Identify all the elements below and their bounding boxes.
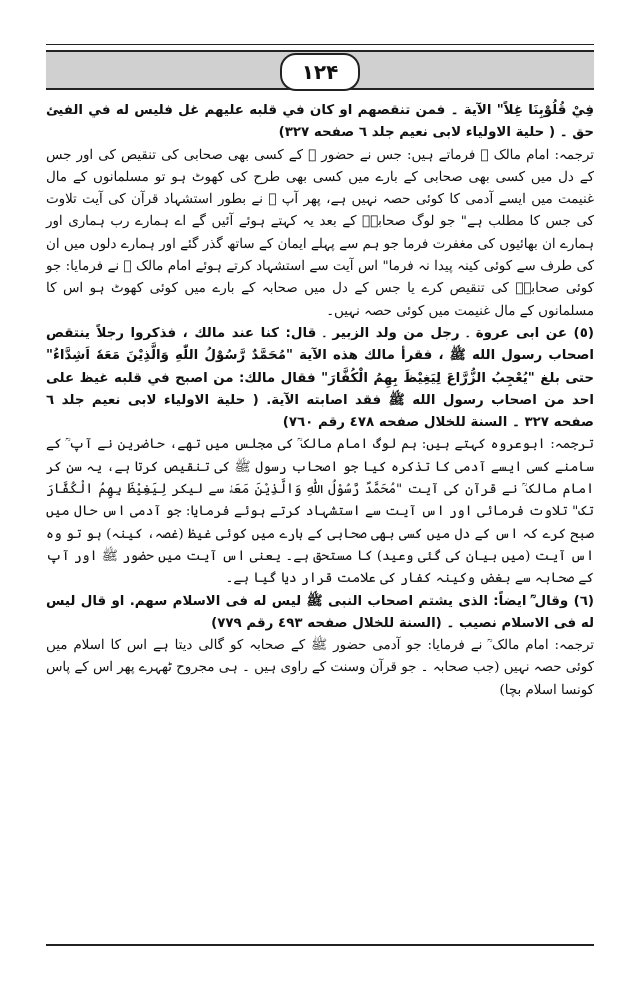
arabic-narration-5: (٥) عن ابی عروة ۔ رجل من ولد الزبير ۔ قال: كنا عند مالك ، فذكروا رجلاً ينتقص اصحاب رسول الله ﷺ ، فقرأ مالك هذه الآية "مُحَمَّدٌ رَّسُوْلُ اللّٰهِ وَالَّذِيْنَ مَعَهٗ اَشِدَّاءُ" حتى بلغ "يُعْجِبُ الزُّرَّاعَ لِيَغِيْظَ بِهِمُ الْكُفَّارَ" فقال مالك: من اصبح في قلبه غيظ على احد من اصحاب رسول الله ﷺ فقد اصابته الآية. ( حلية الاولياء لابی نعیم جلد ٦ صفحه ٣٢٧ ۔ السنة للخلال صفحه ٤٧٨ رقم ٧٦٠) — [46, 325, 594, 431]
footer-rule — [46, 944, 594, 946]
header-top-rule — [46, 44, 594, 45]
arabic-quote-1: فِيْ قُلُوْبِنَا غِلاً" الآية ۔ فمن تنقصهم او كان في قلبه عليهم غل فليس له في الفيئ حق ۔ ( حلية الاولياء لابی نعیم جلد ٦ صفحه ٣٢٧) — [46, 103, 594, 141]
urdu-translation-6: ترجمہ: امام مالک ؒ نے فرمایا: جو آدمی حضور ﷺ کے صحابہ کو گالی دیتا ہے اس کا اسلام میں کوئی حصہ نہیں (جب صحابہ ۔ جو قرآن وسنت کے راوی ہیں ۔ ہی مجروح ٹھہرے پھر اس کے پاس کونسا اسلام بچا) — [46, 638, 594, 698]
urdu-translation-5: ترجمہ: ابوعروہ کہتے ہیں: ہم لوگ امام مالک ؒ کی مجلس میں تھے، حاضرین نے آپ ؒ کے سامنے کسی ایسے آدمی کا تذکرہ کیا جو اصحاب رسول ﷺ کی تنقیص کرتا ہے، یہ سن کر امام مالک ؒ نے قرآن کی آیت "مُحَمَّدٌ رَّسُوْلُ اللّٰهِ وَالَّذِيْنَ مَعَهٗ سے لیکر لِيَغِيْظَ بِهِمُ الْكُفَّارَ تک" تلاوت فرمائی اور اس آیت سے استشہاد کرتے ہوئے فرمایا: جو آدمی اس حال میں صبح کرے کہ اس کے دل میں کسی بھی صحابی کے بارے میں کوئی غیظ (غصہ، کینہ) ہو تو وہ اس آیت (میں بیان کی گئی وعید) کا مستحق ہے۔ یعنی اس آیت میں حضور ﷺ اور آپ کے صحابہ سے بغض وکینہ کفار کی علامت قرار دیا گیا ہے۔ — [46, 437, 594, 587]
arabic-narration-6: (٦) وقال ؒ ايضاً: الذی يشتم اصحاب النبی ﷺ ليس له فی الاسلام سهم. او قال ليس له فی الاسلام نصيب ۔ (السنة للخلال صفحه ٤٩٣ رقم ٧٧٩) — [46, 593, 594, 631]
page-body — [46, 100, 594, 940]
urdu-translation-1: ترجمہ: امام مالک ؒ فرماتے ہیں: جس نے حضور ﷺ کے کسی بھی صحابی کی تنقیص کی اور جس کے دل میں کسی بھی صحابی کے بارے میں کسی بھی طرح کی کھوٹ ہو تو مسلمانوں کے مال غنیمت میں ایسے آدمی کا کوئی حصہ نہیں ہے، پھر آپ ؒ نے بطور استشہاد قرآن کی آیت تلاوت کی جس کا مطلب ہے" جو لوگ صحابہؓ کے بعد یہ کہتے ہوئے آئیں گے اے ہمارے رب ہماری اور ہمارے ان بھائیوں کی مغفرت فرما جو ہم سے پہلے ایمان کے ساتھ گذر گئے اور ہمارے دلوں میں ان کی طرف سے کوئی کینہ پیدا نہ فرما" اس آیت سے استشہاد کرتے ہوئے امام مالک ؒ نے فرمایا: جو کوئی صحابہؓ کی تنقیص کرے یا جس کے دل میں صحابہ کے بارے میں کوئی کھوٹ ہو اس کا مسلمانوں کے مال غنیمت میں کوئی حصہ نہیں۔ — [46, 147, 594, 319]
page-number: ۱۲۴ — [280, 53, 360, 91]
